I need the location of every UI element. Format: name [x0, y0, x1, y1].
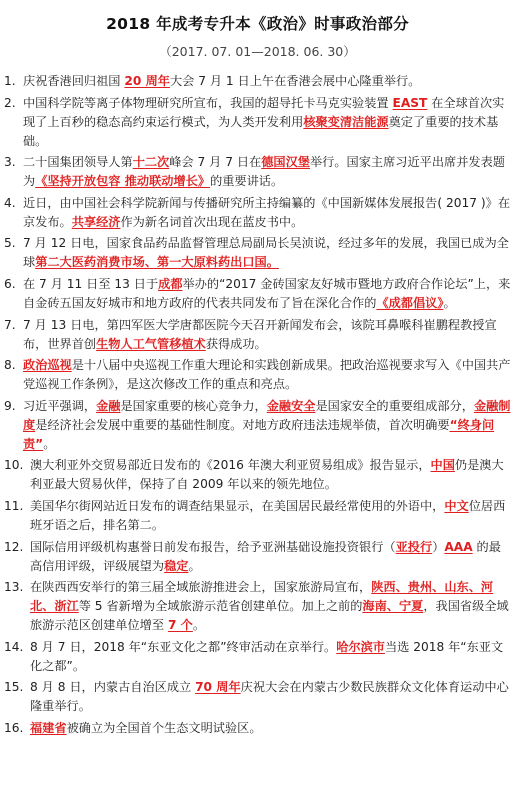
- item-text: [30, 638, 512, 676]
- highlighted-keyword: 陕西、贵州、山东、河北、浙江: [30, 580, 494, 614]
- list-item: [4, 94, 512, 151]
- list-item: [4, 638, 512, 676]
- list-item: [4, 153, 512, 191]
- text-segment: 7 月 13 日电，第四军医大学唐都医院今天召开新闻发布会，该院耳鼻喉科崔鹏程教授宣布，世界首创: [23, 317, 497, 351]
- item-text: [23, 94, 512, 151]
- highlighted-keyword: 成都: [158, 276, 183, 291]
- text-segment: ，我国省级全域旅游示范区创建单位增至: [30, 599, 509, 633]
- item-number: 13.: [4, 580, 24, 595]
- highlighted-keyword: 70 周年: [195, 680, 241, 695]
- highlighted-keyword: 福建省: [30, 720, 67, 735]
- highlighted-keyword: “终身问责”: [23, 417, 495, 451]
- item-text: [23, 397, 512, 454]
- list-item: [4, 234, 512, 272]
- highlighted-keyword: 共享经济: [71, 214, 121, 229]
- text-segment: 是经济社会发展中重要的基础性制度。对地方政府违法违规举债，首次明确要: [35, 417, 450, 432]
- text-segment: 作为新名词首次出现在蓝皮书中。: [120, 214, 304, 229]
- highlighted-keyword: 20 周年: [124, 74, 170, 88]
- highlighted-keyword: 中国: [430, 458, 455, 473]
- item-text: [30, 497, 512, 535]
- item-number: 5.: [4, 236, 16, 251]
- text-segment: 习近平强调，: [23, 398, 97, 413]
- news-item-list: [4, 72, 512, 741]
- text-segment: 。: [192, 618, 206, 633]
- text-segment: 在 7 月 11 日至 13 日于: [23, 276, 159, 291]
- item-text: [23, 153, 512, 191]
- item-text: [30, 578, 512, 635]
- highlighted-keyword: 亚投行: [395, 539, 433, 554]
- list-item: [4, 497, 512, 535]
- text-segment: 当选 2018 年“东亚文化之都”。: [30, 639, 504, 673]
- item-number: 12.: [4, 539, 24, 554]
- list-item: [4, 316, 512, 354]
- item-text: [23, 316, 512, 354]
- text-segment: 举行。国家主席习近平出席并发表题为: [23, 155, 505, 189]
- text-segment: 。: [43, 436, 56, 451]
- text-segment: 仍是澳大利亚最大贸易伙伴，保持了自 2009 年以来的领先地位。: [30, 458, 504, 492]
- text-segment: 。: [443, 295, 456, 310]
- item-text: [30, 678, 512, 716]
- text-segment: 庆祝大会在内蒙古少数民族群众文化体育运动中心隆重举行。: [30, 680, 509, 714]
- page-title: 2018 年成考专升本《政治》时事政治部分: [106, 15, 409, 33]
- list-item: [4, 719, 512, 738]
- list-item: [4, 538, 512, 576]
- text-segment: 举办的“2017 金砖国家友好城市暨地方政府合作论坛”上，来自金砖五国友好城市和地方政府的代表共同发布了旨在深化合作的: [23, 276, 511, 310]
- date-range-subtitle: （2017. 07. 01—2018. 06. 30）: [159, 44, 356, 59]
- list-item: [4, 456, 512, 494]
- text-segment: 庆祝香港回归祖国: [23, 74, 125, 88]
- text-segment: 在陕西西安举行的第三届全域旅游推进会上，国家旅游局宣布，: [30, 580, 372, 595]
- text-segment: 7 月 12 日电，国家食品药品监督管理总局副局长吴浈说，经过多年的发展，我国已成为全球: [23, 236, 509, 270]
- highlighted-keyword: 稳定: [164, 558, 189, 573]
- item-text: [30, 538, 512, 576]
- text-segment: 在全球首次实现了上百秒的稳态高约束运行模式，为人类开发利用: [23, 95, 505, 129]
- item-number: 15.: [4, 680, 24, 695]
- text-segment: 获得成功。: [205, 336, 267, 351]
- text-segment: 位居西班牙语之后，排名第二。: [30, 498, 506, 532]
- text-segment: 等 5 省新增为全域旅游示范省创建单位。加上之前的: [78, 599, 363, 614]
- text-segment: 美国华尔街网站近日发布的调查结果显示，在美国居民最经常使用的外语中，: [30, 498, 445, 513]
- item-number: 6.: [4, 276, 16, 291]
- text-segment: 的重要讲话。: [210, 174, 284, 189]
- item-number: 10.: [4, 458, 24, 473]
- item-text: [23, 72, 512, 91]
- item-number: 14.: [4, 639, 24, 654]
- item-number: 4.: [4, 195, 16, 210]
- text-segment: 是国家安全的重要组成部分，: [315, 398, 474, 413]
- text-segment: 峰会 7 月 7 日在: [169, 155, 262, 170]
- text-segment: 的最高信用评级，评级展望为: [30, 539, 501, 573]
- highlighted-keyword: 德国汉堡: [261, 155, 310, 170]
- item-number: 2.: [4, 95, 16, 110]
- item-number: 11.: [4, 498, 24, 513]
- text-segment: 大会 7 月 1 日上午在香港会展中心隆重举行。: [169, 74, 421, 88]
- text-segment: 被确立为全国首个生态文明试验区。: [66, 720, 262, 735]
- text-segment: 二十国集团领导人第: [23, 155, 133, 170]
- list-item: [4, 194, 512, 232]
- highlighted-keyword: 海南、宁夏: [362, 599, 424, 614]
- item-number: 7.: [4, 317, 16, 332]
- item-text: [23, 356, 512, 394]
- item-text: [23, 234, 512, 272]
- item-number: 1.: [4, 74, 16, 88]
- list-item: [4, 678, 512, 716]
- highlighted-keyword: 金融安全: [266, 398, 316, 413]
- text-segment: 国际信用评级机构惠誉日前发布报告，给予亚洲基础设施投资银行（: [30, 539, 396, 554]
- highlighted-keyword: 十二次: [132, 155, 170, 170]
- highlighted-keyword: 《坚持开放包容 推动联动增长》: [35, 174, 211, 189]
- text-segment: 澳大利亚外交贸易部近日发布的《2016 年澳大利亚贸易组成》报告显示，: [30, 458, 431, 473]
- highlighted-keyword: 核聚变清洁能源: [303, 114, 389, 129]
- highlighted-keyword: 中文: [444, 498, 469, 513]
- text-segment: 是十八届中央巡视工作重大理论和实践创新成果。把政治巡视要求写入《中国共产党巡视工作条例》，是这次修改工作的重点和亮点。: [23, 358, 511, 392]
- list-item: [4, 397, 512, 454]
- highlighted-keyword: 7 个: [167, 618, 193, 633]
- text-segment: 近日，由中国社会科学院新闻与传播研究所主持编纂的《中国新媒体发展报告( 2017 )》在京发布。: [23, 195, 511, 229]
- item-number: 3.: [4, 155, 16, 170]
- item-text: [30, 456, 512, 494]
- highlighted-keyword: 金融制度: [23, 398, 511, 432]
- text-segment: 奠定了重要的技术基础。: [23, 114, 499, 148]
- text-segment: 是国家重要的核心竞争力，: [120, 398, 267, 413]
- list-item: [4, 72, 512, 91]
- highlighted-keyword: AAA: [444, 539, 473, 554]
- list-item: [4, 578, 512, 635]
- highlighted-keyword: 哈尔滨市: [336, 639, 385, 654]
- highlighted-keyword: EAST: [392, 95, 428, 110]
- highlighted-keyword: 生物人工气管移植术: [96, 336, 206, 351]
- highlighted-keyword: 政治巡视: [23, 358, 72, 373]
- highlighted-keyword: 金融: [96, 398, 121, 413]
- list-item: [4, 275, 512, 313]
- text-segment: 。: [188, 558, 201, 573]
- item-text: [30, 719, 512, 738]
- item-number: 8.: [4, 358, 16, 373]
- text-segment: ）: [432, 539, 445, 554]
- item-number: 9.: [4, 398, 16, 413]
- list-item: [4, 356, 512, 394]
- highlighted-keyword: 《成都倡议》: [376, 295, 444, 310]
- text-segment: 8 月 7 日，2018 年“东亚文化之都”终审活动在京举行。: [30, 639, 337, 654]
- item-text: [23, 275, 512, 313]
- item-text: [23, 194, 512, 232]
- item-number: 16.: [4, 720, 24, 735]
- text-segment: 8 月 8 日，内蒙古自治区成立: [30, 680, 196, 695]
- text-segment: 中国科学院等离子体物理研究所宣布，我国的超导托卡马克实验装置: [23, 95, 393, 110]
- highlighted-keyword: 第二大医药消费市场、第一大原料药出口国。: [35, 255, 279, 270]
